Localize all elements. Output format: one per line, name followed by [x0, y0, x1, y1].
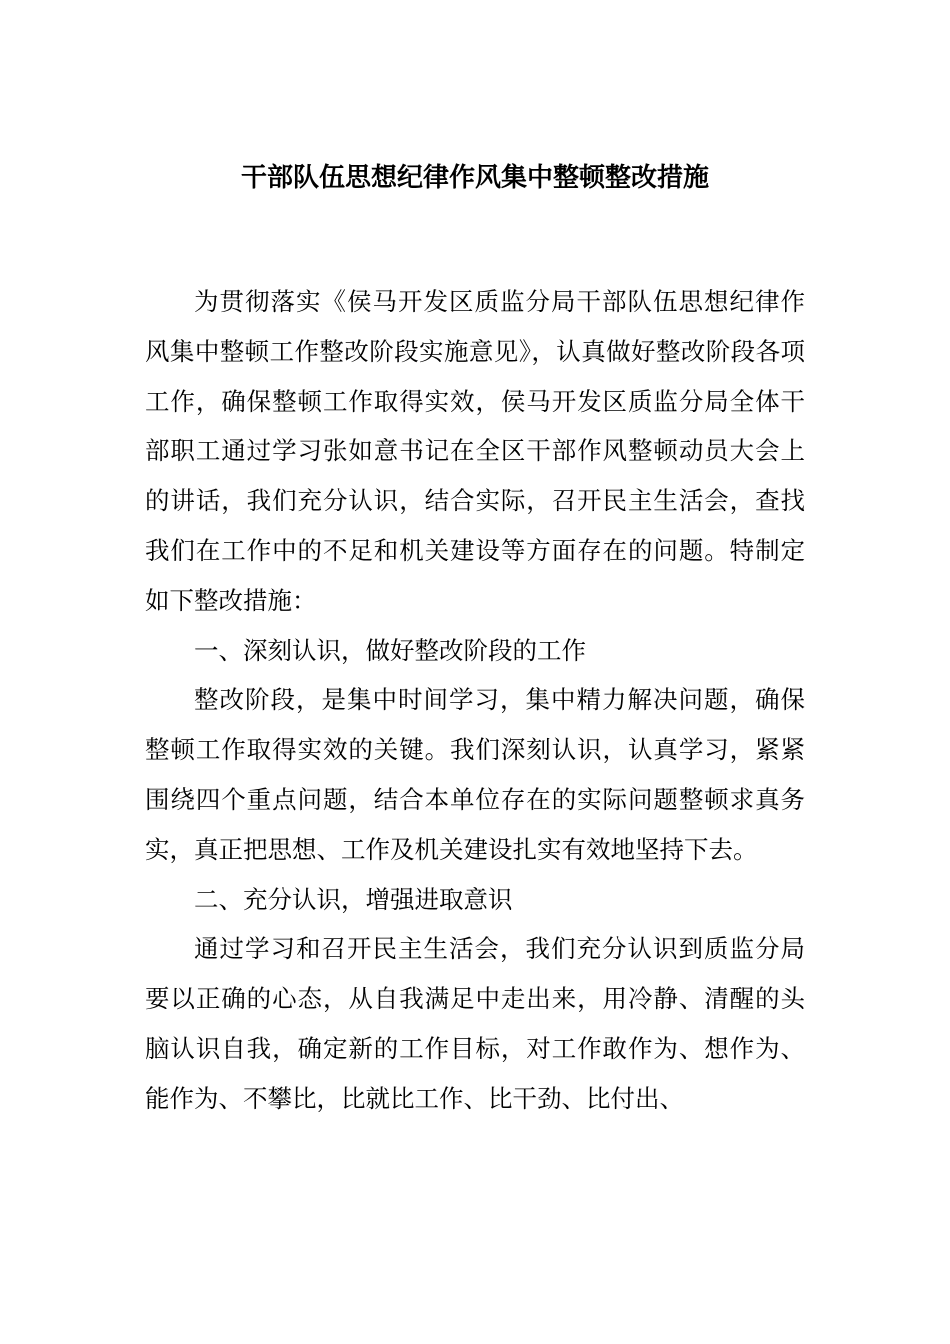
- document-title: 干部队伍思想纪律作风集中整顿整改措施: [240, 163, 709, 193]
- section-heading-1: 一、深刻认识，做好整改阶段的工作: [194, 635, 586, 665]
- document-body: [145, 277, 805, 1124]
- paragraph-section-1: 整改阶段，是集中时间学习，集中精力解决问题，确保整顿工作取得实效的关键。我们深刻认识，认真学习，紧紧围绕四个重点问题，结合本单位存在的实际问题整顿求真务实，真正把思想、工作及机关建设扎实有效地坚持下去。: [145, 685, 805, 864]
- paragraph-intro: 为贯彻落实《侯马开发区质监分局干部队伍思想纪律作风集中整顿工作整改阶段实施意见》，认真做好整改阶段各项工作，确保整顿工作取得实效，侯马开发区质监分局全体干部职工通过学习张如意书记在全区干部作风整顿动员大会上的讲话，我们充分认识，结合实际，召开民主生活会，查找我们在工作中的不足和机关建设等方面存在的问题。特制定如下整改措施：: [145, 287, 805, 615]
- paragraph-section-2: 通过学习和召开民主生活会，我们充分认识到质监分局要以正确的心态，从自我满足中走出来，用冷静、清醒的头脑认识自我，确定新的工作目标，对工作敢作为、想作为、能作为、不攀比，比就比工作、比干劲、比付出、: [145, 934, 805, 1113]
- section-heading-2: 二、充分认识，增强进取意识: [194, 884, 513, 914]
